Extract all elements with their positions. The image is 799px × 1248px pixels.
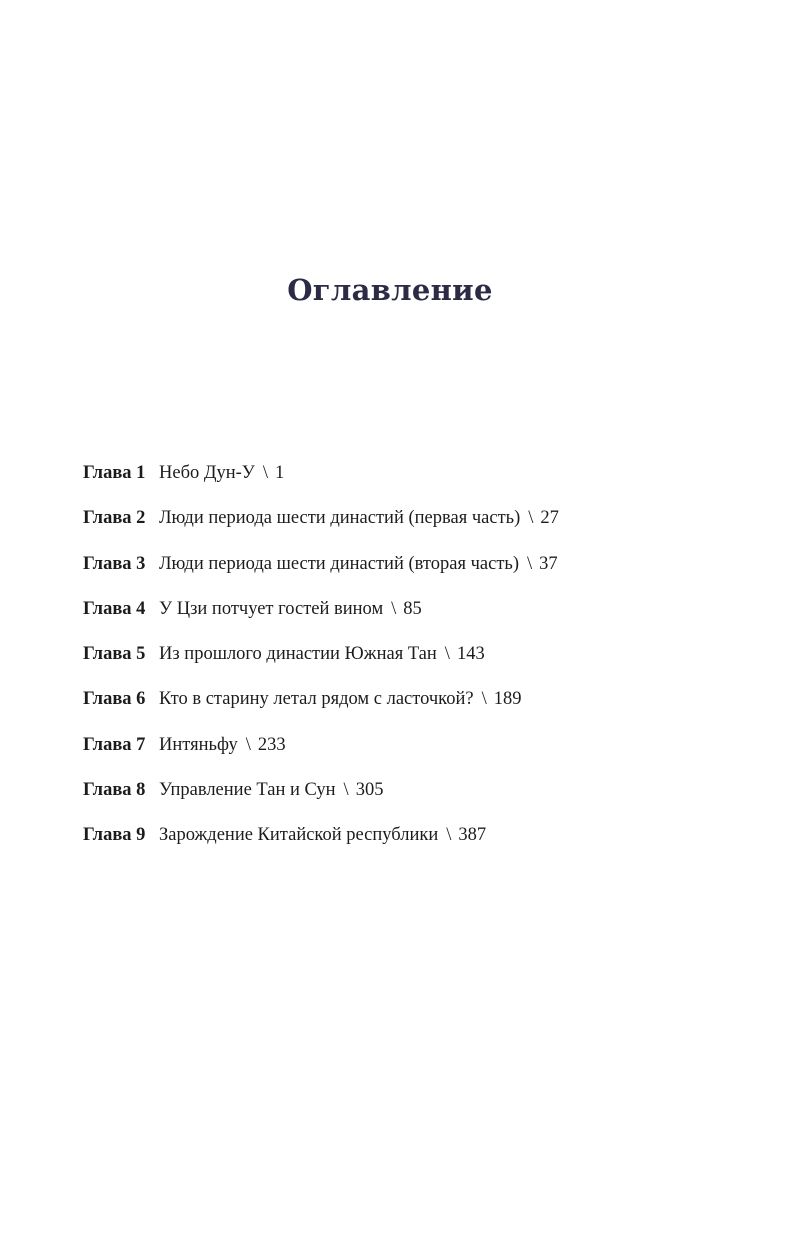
chapter-label: Глава 4	[83, 598, 146, 619]
chapter-label: Глава 2	[83, 508, 146, 529]
toc-entry-7	[83, 732, 783, 777]
page-separator: \	[444, 644, 450, 665]
page-number: 233	[257, 734, 286, 755]
page-number: 27	[540, 508, 559, 529]
page-number: 387	[458, 825, 487, 846]
toc-entry-9	[83, 822, 783, 867]
toc-entry-3	[83, 551, 783, 596]
chapter-label: Глава 5	[83, 644, 146, 665]
chapter-label: Глава 8	[83, 780, 146, 801]
chapter-title: Небо Дун-У	[159, 463, 255, 483]
page-separator: \	[262, 463, 269, 483]
page-separator: \	[446, 825, 452, 846]
toc-entry-2	[83, 505, 783, 550]
chapter-title: Интяньфу	[159, 734, 238, 755]
chapter-title: У Цзи потчует гостей вином	[159, 598, 384, 619]
page-separator: \	[391, 598, 397, 619]
page-number: 143	[456, 644, 485, 665]
chapter-label: Глава 3	[83, 553, 146, 574]
page-number: 85	[403, 598, 422, 619]
toc-entry-8	[83, 777, 783, 822]
toc-entry-6	[83, 686, 783, 731]
page-title: Оглавление	[287, 273, 493, 308]
table-of-contents	[83, 460, 783, 868]
chapter-title: Люди периода шести династий (первая часть)	[159, 508, 521, 529]
toc-entry-4	[83, 596, 783, 641]
chapter-label: Глава 7	[83, 734, 146, 755]
chapter-label: Глава 9	[83, 825, 146, 846]
page-separator: \	[527, 553, 533, 574]
chapter-title: Кто в старину летал рядом с ласточкой?	[159, 689, 474, 710]
page-number: 305	[355, 780, 384, 801]
chapter-label: Глава 6	[83, 689, 146, 710]
page-separator: \	[343, 780, 349, 801]
page-number: 37	[539, 553, 558, 574]
toc-entry-5	[83, 641, 783, 686]
page-number: 189	[493, 689, 522, 710]
page-number: 1	[275, 463, 285, 483]
chapter-title: Люди периода шести династий (вторая часть)	[159, 553, 520, 574]
chapter-title: Из прошлого династии Южная Тан	[159, 644, 437, 665]
chapter-label: Глава 1	[83, 463, 146, 483]
chapter-title: Зарождение Китайской республики	[159, 825, 439, 846]
page-separator: \	[481, 689, 487, 710]
toc-entry-1	[83, 460, 783, 505]
page-separator: \	[528, 508, 534, 529]
chapter-title: Управление Тан и Сун	[159, 780, 336, 801]
page-separator: \	[245, 734, 251, 755]
